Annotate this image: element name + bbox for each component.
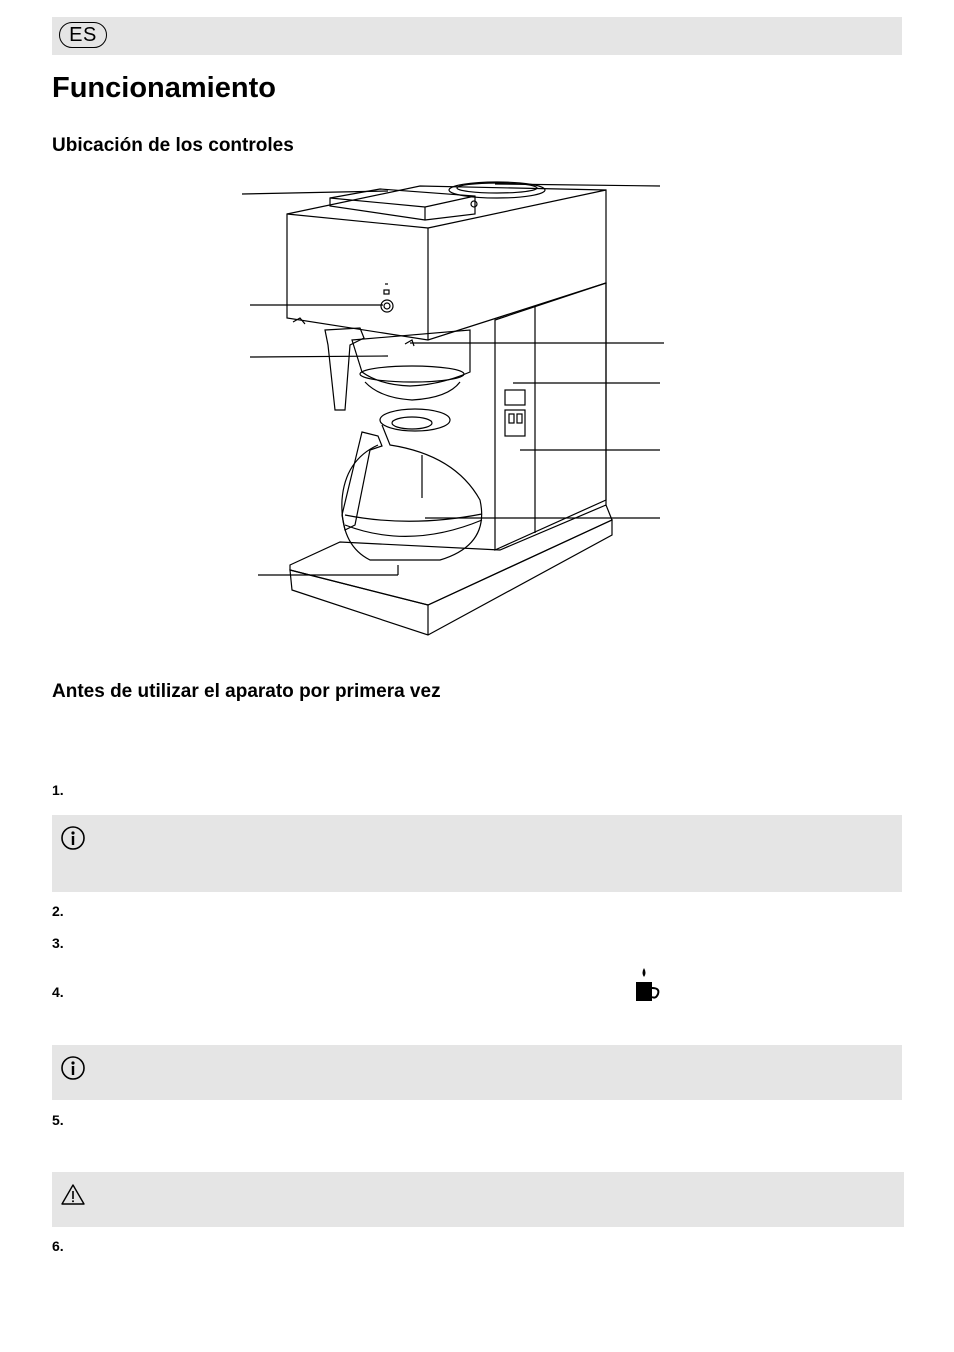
coffee-cup-icon bbox=[632, 966, 662, 1004]
info-icon bbox=[60, 825, 86, 851]
first-use-heading: Antes de utilizar el aparato por primera vez bbox=[52, 681, 441, 702]
warning-box bbox=[52, 1172, 904, 1227]
language-badge: ES bbox=[59, 22, 107, 48]
warning-icon bbox=[60, 1182, 86, 1208]
step-number-1: 1. bbox=[52, 782, 64, 798]
page-title: Funcionamiento bbox=[52, 72, 276, 104]
leader-line-filter-basket bbox=[250, 356, 388, 357]
step-number-3: 3. bbox=[52, 935, 64, 951]
language-bar bbox=[52, 17, 902, 55]
note-box-1 bbox=[52, 815, 902, 892]
step-number-2: 2. bbox=[52, 903, 64, 919]
info-icon bbox=[60, 1055, 86, 1081]
coffee-machine-diagram bbox=[230, 170, 670, 645]
step-number-6: 6. bbox=[52, 1238, 64, 1254]
step-number-4: 4. bbox=[52, 984, 64, 1000]
controls-heading: Ubicación de los controles bbox=[52, 135, 294, 156]
note-box-2 bbox=[52, 1045, 902, 1100]
step-number-5: 5. bbox=[52, 1112, 64, 1128]
